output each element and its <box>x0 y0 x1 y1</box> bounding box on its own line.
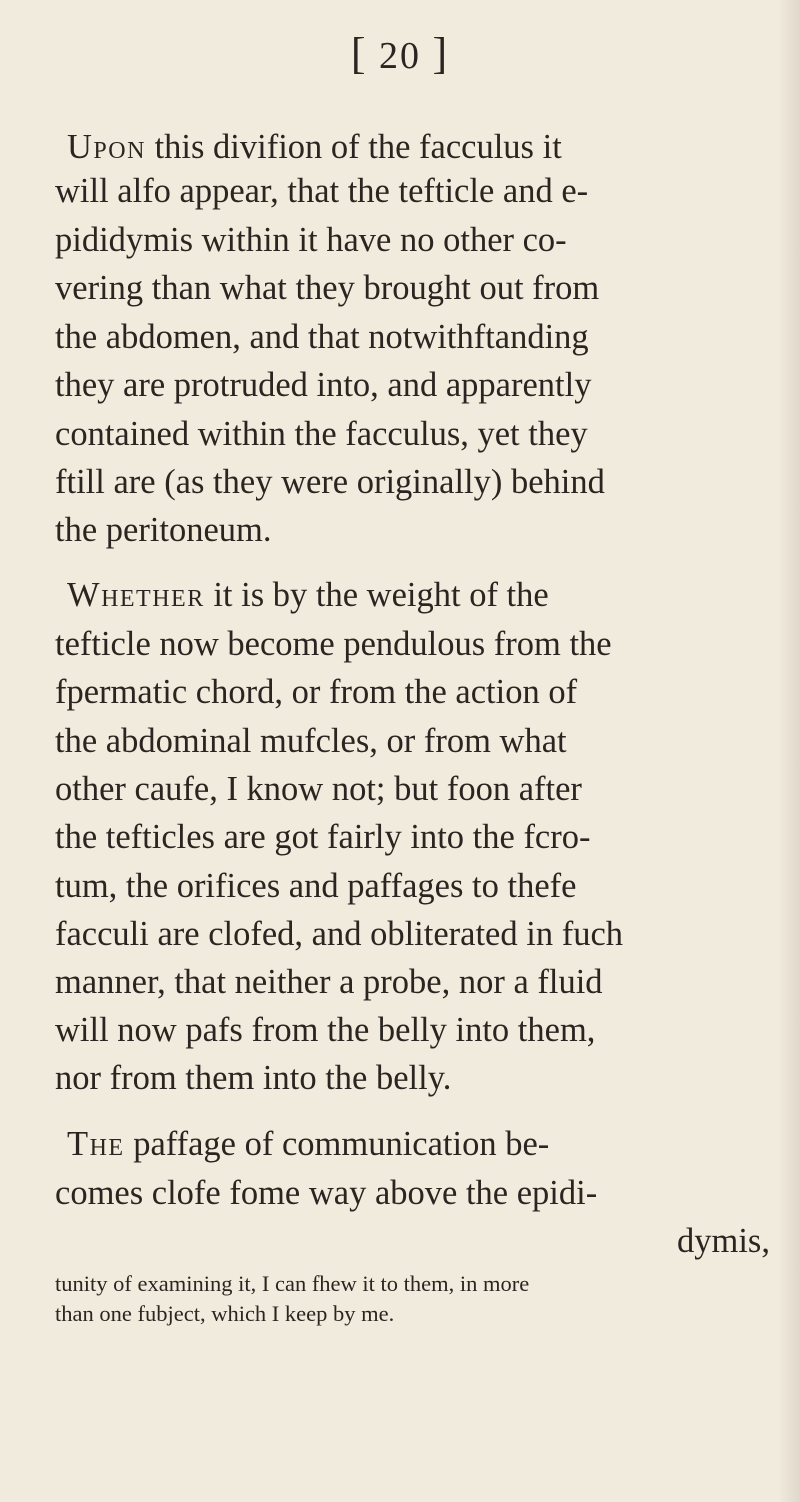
paragraph-1-line-8: ftill are (as they were originally) behind <box>55 463 605 501</box>
page-number: [ 20 ] <box>350 29 450 78</box>
catchword: dymis, <box>677 1222 770 1260</box>
paragraph-1-line-7: contained within the facculus, yet they <box>55 415 588 453</box>
paragraph-2-line-10: will now pafs from the belly into them, <box>55 1011 596 1049</box>
paragraph-3-line-1: The paffage of communication be- <box>67 1125 550 1163</box>
paragraph-2-line-3: fpermatic chord, or from the action of <box>55 673 578 711</box>
paragraph-1-line-5: the abdomen, and that notwithftanding <box>55 318 589 356</box>
paragraph-1-line-9: the peritoneum. <box>55 511 272 549</box>
paragraph-2-lead-word: Whether <box>67 576 205 614</box>
paragraph-3-line-2: comes clofe fome way above the epidi- <box>55 1174 598 1212</box>
footnote-line-2: than one fubject, which I keep by me. <box>55 1301 395 1326</box>
paragraph-1-line-2: will alfo appear, that the tefticle and e- <box>55 172 589 210</box>
paragraph-1-line-1: Upon this divifion of the facculus it <box>67 128 562 166</box>
paragraph-1-line-3: pididymis within it have no other co- <box>55 221 567 259</box>
paragraph-1-line-6: they are protruded into, and apparently <box>55 366 592 404</box>
paragraph-2-line-4: the abdominal mufcles, or from what <box>55 722 567 760</box>
paragraph-1-line-4: vering than what they brought out from <box>55 269 600 307</box>
paragraph-2-line-7: tum, the orifices and paffages to thefe <box>55 867 577 905</box>
paragraph-1-lead-word: Upon <box>67 128 146 166</box>
page-number-value: 20 <box>379 35 421 77</box>
page-edge-shadow <box>778 0 800 1502</box>
paragraph-2-line-8: facculi are clofed, and obliterated in fuch <box>55 915 624 953</box>
paragraph-2-line-6: the tefticles are got fairly into the fcro- <box>55 818 591 856</box>
paragraph-2-line-9: manner, that neither a probe, nor a fluid <box>55 963 603 1001</box>
paragraph-2-line-2: tefticle now become pendulous from the <box>55 625 612 663</box>
paragraph-3-lead-word: The <box>67 1125 125 1163</box>
footnote-line-1: tunity of examining it, I can fhew it to them, in more <box>55 1271 530 1296</box>
paragraph-2-line-11: nor from them into the belly. <box>55 1059 452 1097</box>
paragraph-2-line-5: other caufe, I know not; but foon after <box>55 770 582 808</box>
paragraph-2-line-1: Whether it is by the weight of the <box>67 576 549 614</box>
